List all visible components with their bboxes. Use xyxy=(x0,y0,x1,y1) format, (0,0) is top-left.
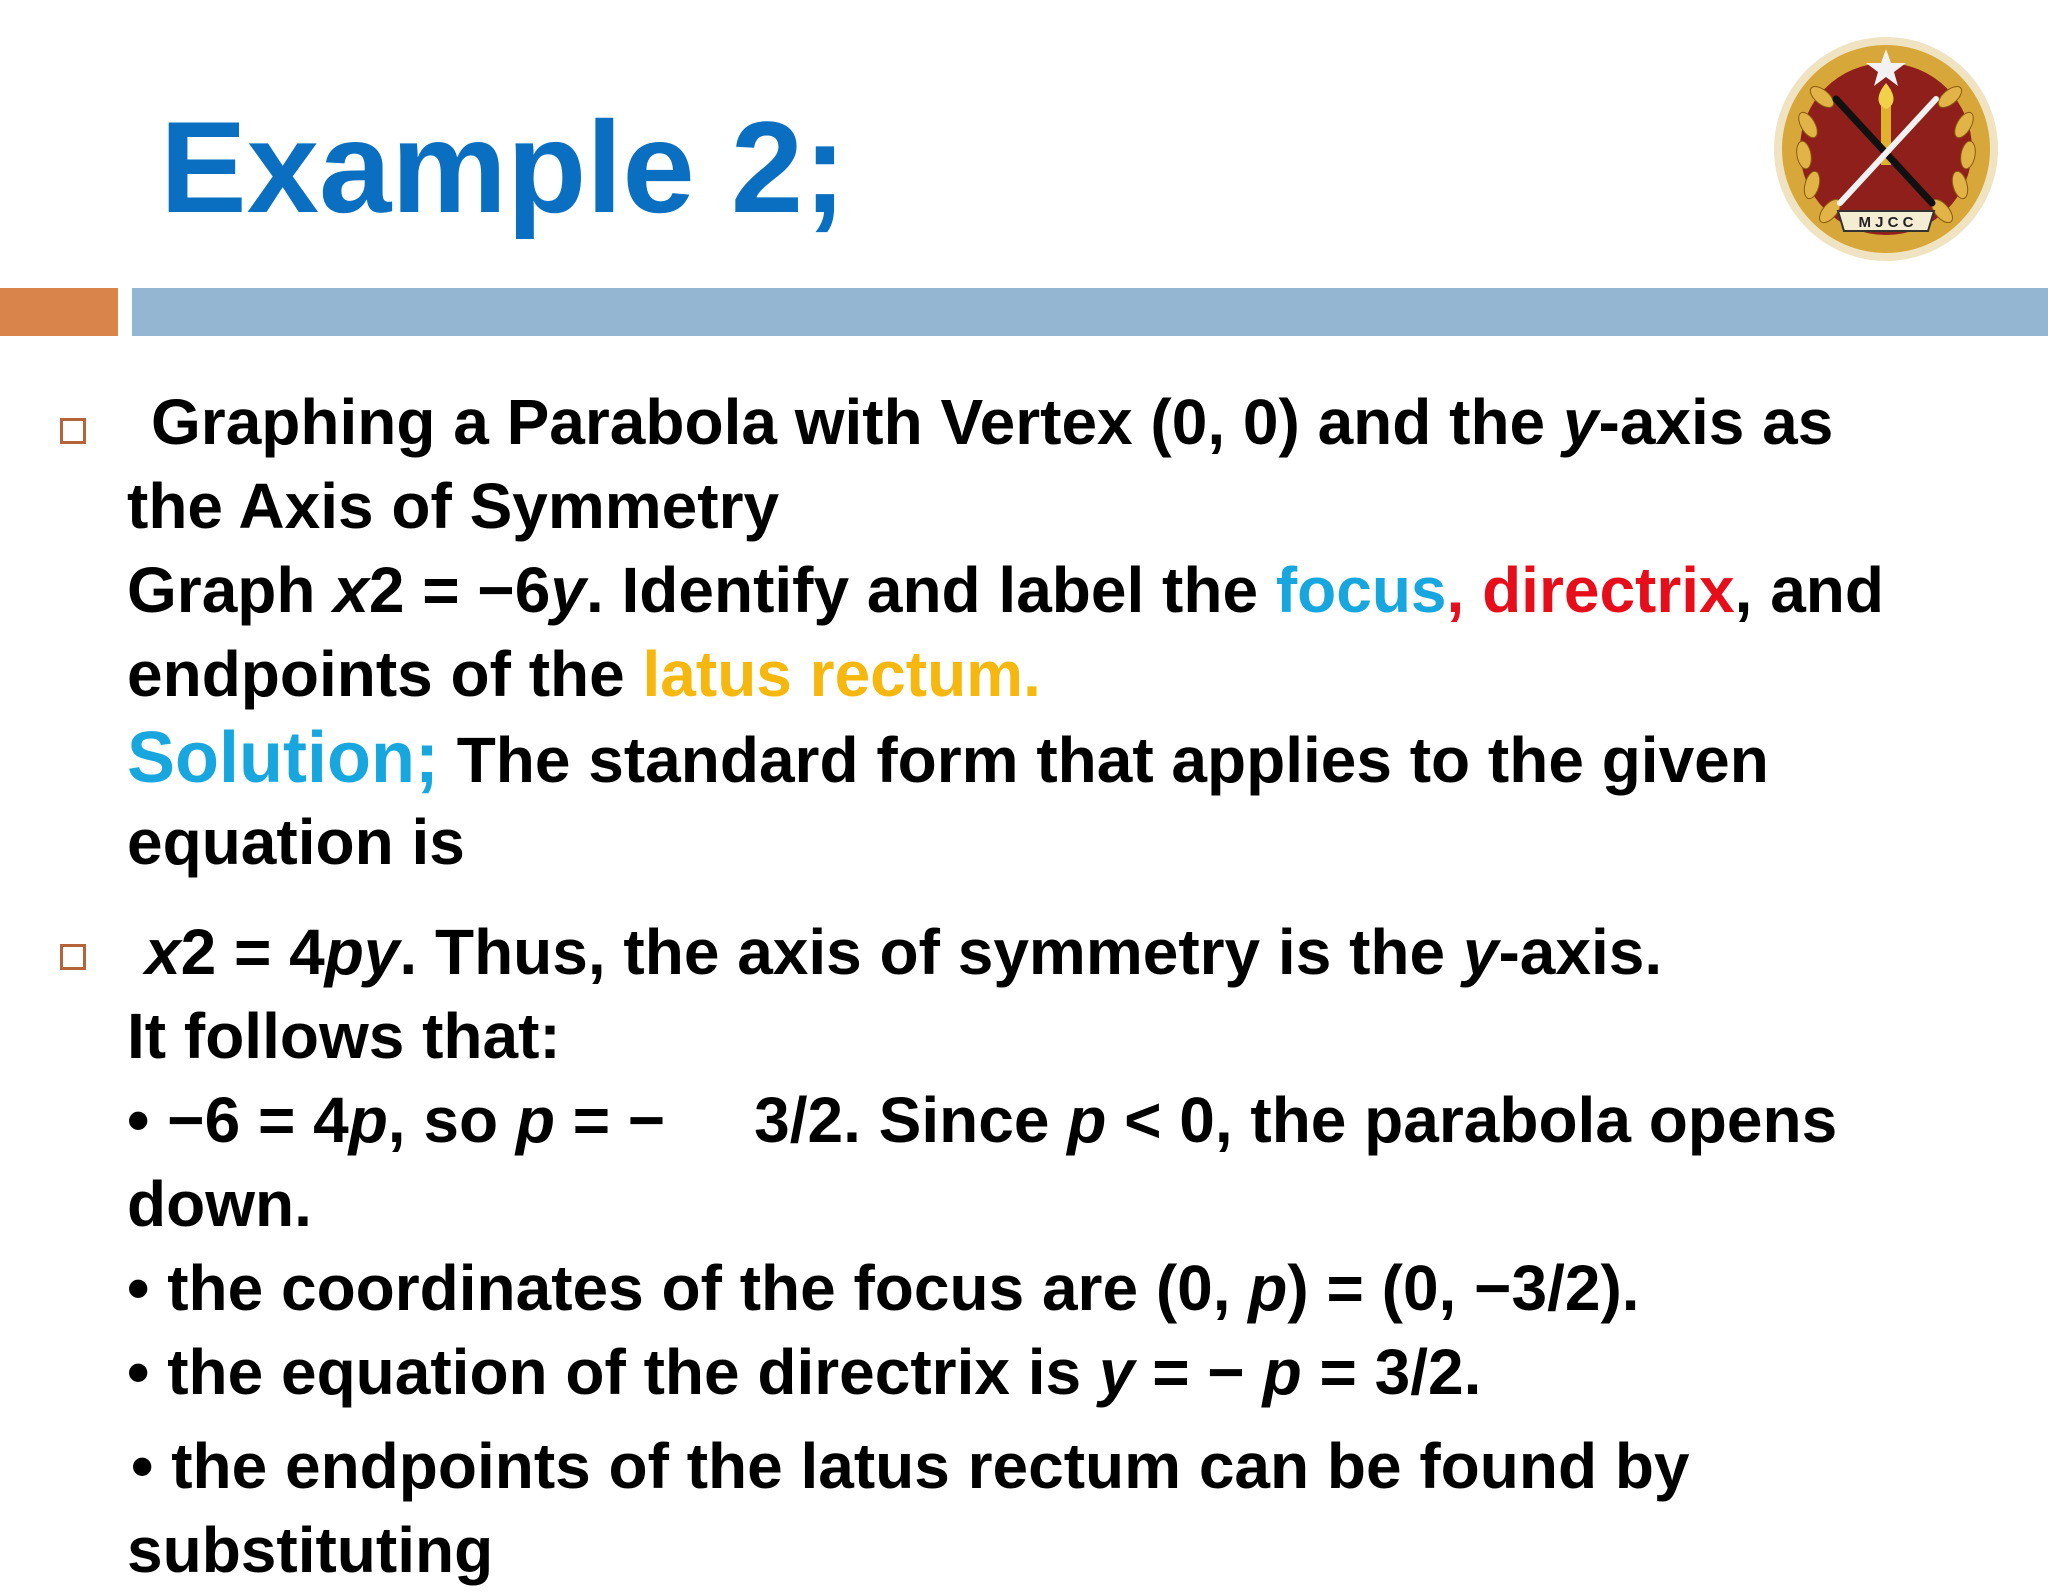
square-bullet-icon xyxy=(60,418,86,444)
down-line: down. xyxy=(127,1168,312,1240)
problem-heading-line2: the Axis of Symmetry xyxy=(127,470,780,542)
accent-bar-orange xyxy=(0,288,118,336)
problem-heading-line1: Graphing a Parabola with Vertex (0, 0) and the y-axis as xyxy=(151,386,1834,458)
mjcc-emblem-icon xyxy=(1772,35,2000,263)
directrix-word: directrix xyxy=(1482,554,1735,626)
latus-rectum-line: • the endpoints of the latus rectum can be found by xyxy=(131,1430,1690,1502)
problem-endpoints-line: endpoints of the latus rectum. xyxy=(127,638,1041,710)
slide-title: Example 2; xyxy=(160,94,847,240)
problem-graph-line: Graph x2 = −6y. Identify and label the focus, directrix, and xyxy=(127,554,1884,626)
follows-line: It follows that: xyxy=(127,1000,561,1072)
focus-coordinates-line: • the coordinates of the focus are (0, p) = (0, −3/2). xyxy=(127,1252,1640,1324)
p-value-line: • −6 = 4p, so p = − 3/2. Since p < 0, the parabola opens xyxy=(127,1084,1838,1156)
solution-line2: equation is xyxy=(127,806,465,878)
solution-label: Solution; xyxy=(127,718,439,798)
accent-bar-blue xyxy=(132,288,2048,336)
seal-ribbon-text: M J C C xyxy=(1858,214,1914,231)
directrix-equation-line: • the equation of the directrix is y = − p = 3/2. xyxy=(127,1336,1482,1408)
problem-text xyxy=(127,380,2027,884)
solution-line: Solution; The standard form that applies to the given xyxy=(127,718,1769,798)
latus-word: latus rectum. xyxy=(642,638,1041,710)
latus-rectum-line2: substituting xyxy=(127,1514,494,1586)
standard-form-line: x2 = 4py. Thus, the axis of symmetry is the y-axis. xyxy=(145,916,1663,988)
focus-word: focus xyxy=(1275,554,1447,626)
solution-steps xyxy=(127,910,2027,1592)
square-bullet-icon xyxy=(60,944,86,970)
